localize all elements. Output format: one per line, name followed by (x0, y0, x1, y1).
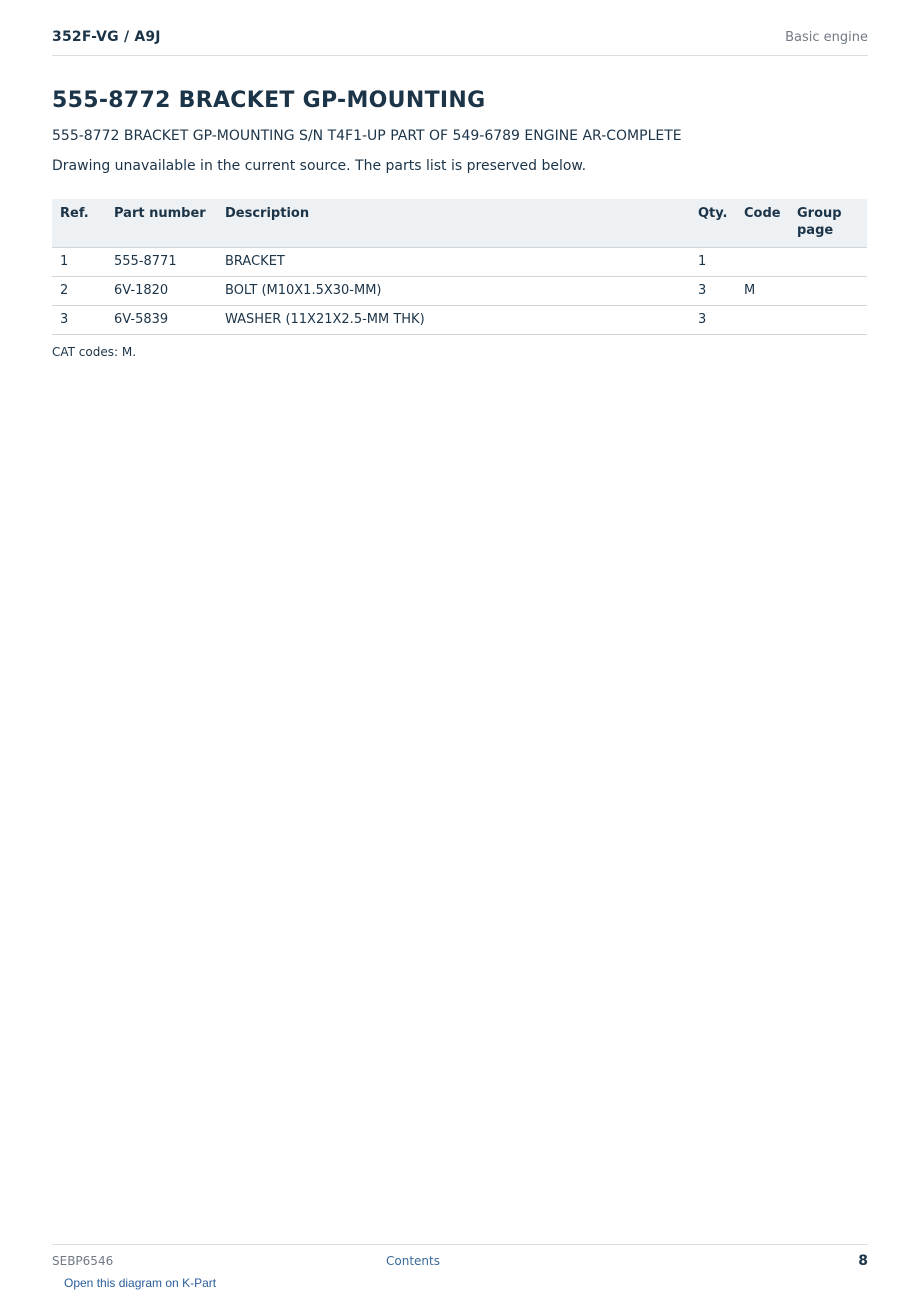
contents-link[interactable]: Contents (386, 1254, 440, 1268)
table-row (52, 277, 867, 306)
col-group-header: Group page (789, 199, 867, 248)
page-number: 8 (858, 1253, 868, 1269)
cell-group-page (789, 248, 867, 277)
page-subtitle: 555-8772 BRACKET GP-MOUNTING S/N T4F1-UP PART OF 549-6789 ENGINE AR-COMPLETE (52, 128, 682, 144)
cell-qty: 3 (690, 277, 736, 306)
cell-description: WASHER (11X21X2.5-MM THK) (217, 306, 690, 335)
model-label: 352F-VG / A9J (52, 29, 161, 45)
drawing-note: Drawing unavailable in the current source. The parts list is preserved below. (52, 158, 587, 174)
page-title: 555-8772 BRACKET GP-MOUNTING (52, 88, 486, 113)
cell-code (736, 306, 789, 335)
cell-group-page (789, 277, 867, 306)
cell-qty: 1 (690, 248, 736, 277)
col-code-header: Code (736, 199, 789, 248)
cell-code: M (736, 277, 789, 306)
cell-description: BRACKET (217, 248, 690, 277)
page-header (52, 28, 868, 56)
col-qty-header: Qty. (690, 199, 736, 248)
col-desc-header: Description (217, 199, 690, 248)
kpart-diagram-link[interactable]: Open this diagram on K-Part (64, 1276, 217, 1290)
parts-table (52, 199, 867, 335)
page-footer (52, 1244, 868, 1275)
cell-code (736, 248, 789, 277)
document-number: SEBP6546 (52, 1254, 114, 1268)
cell-group-page (789, 306, 867, 335)
col-ref-header: Ref. (52, 199, 106, 248)
table-header-row (52, 199, 867, 248)
cell-qty: 3 (690, 306, 736, 335)
cell-description: BOLT (M10X1.5X30-MM) (217, 277, 690, 306)
cell-part-number: 6V-5839 (106, 306, 217, 335)
cat-codes-note: CAT codes: M. (52, 345, 137, 359)
col-part-header: Part number (106, 199, 217, 248)
table-row (52, 248, 867, 277)
cell-ref: 2 (52, 277, 106, 306)
cell-part-number: 6V-1820 (106, 277, 217, 306)
cell-ref: 1 (52, 248, 106, 277)
table-row (52, 306, 867, 335)
cell-part-number: 555-8771 (106, 248, 217, 277)
section-label: Basic engine (785, 30, 868, 45)
cell-ref: 3 (52, 306, 106, 335)
